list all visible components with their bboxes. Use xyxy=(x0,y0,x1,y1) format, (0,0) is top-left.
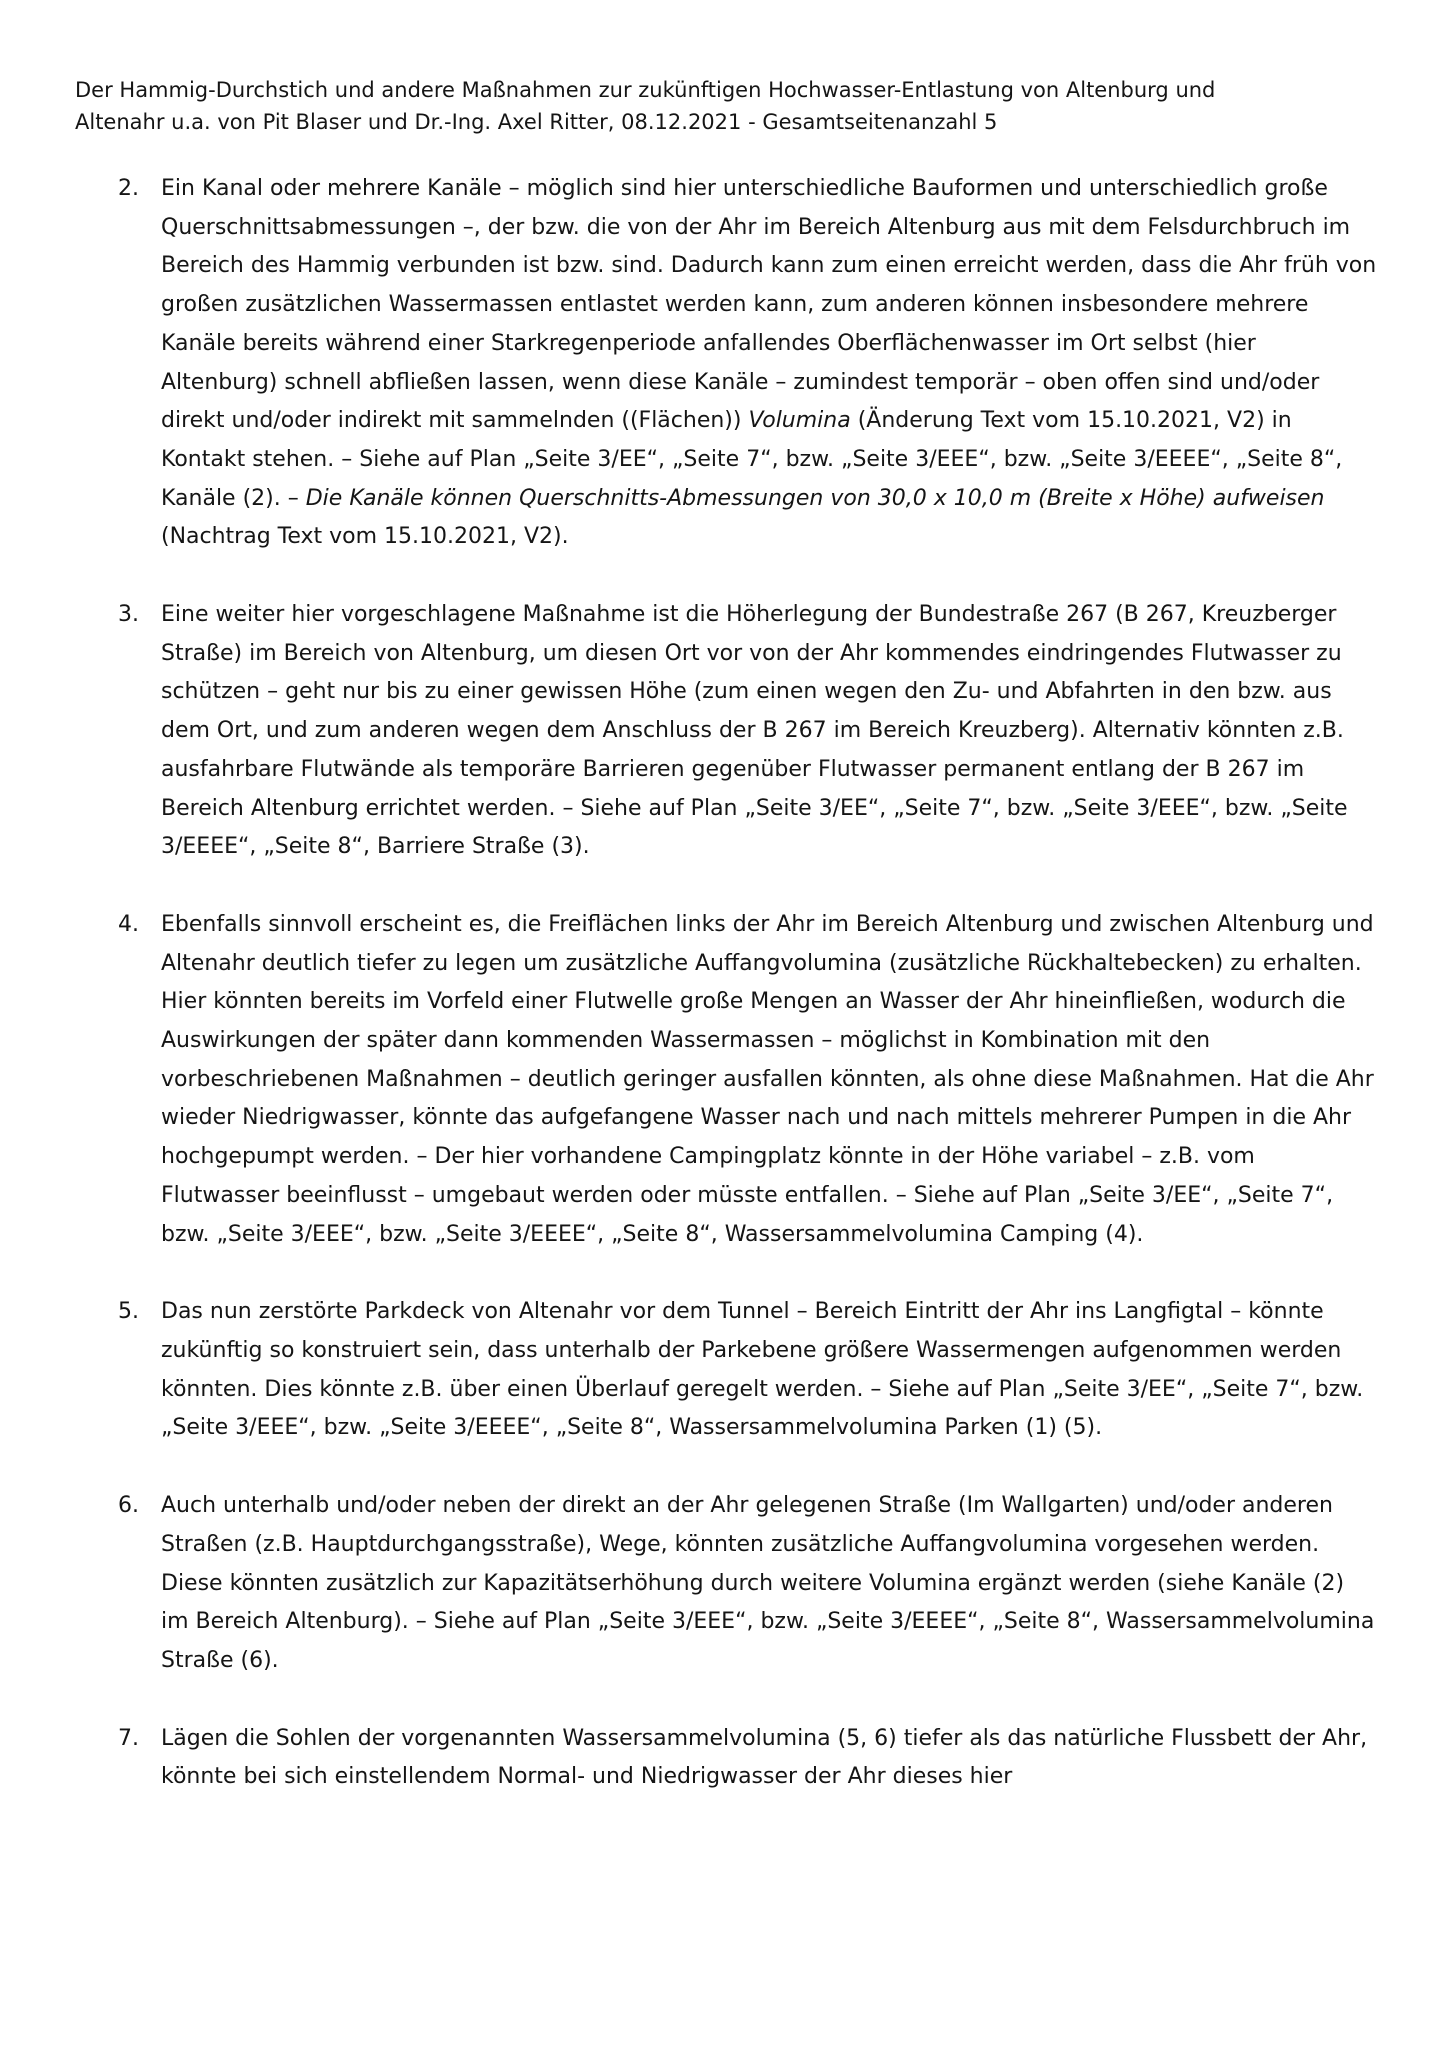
item-number: 4. xyxy=(118,911,139,937)
item-text xyxy=(161,170,1378,557)
item-text-italic: Volumina xyxy=(748,408,851,434)
item-number: 3. xyxy=(118,602,139,628)
numbered-list xyxy=(118,170,1378,1836)
item-text-part: (Nachtrag Text vom 15.10.2021, V2). xyxy=(161,524,569,550)
item-number: 6. xyxy=(118,1493,139,1519)
list-item-2 xyxy=(118,170,1378,557)
header-line-1: Der Hammig-Durchstich und andere Maßnahmen zur zukünftigen Hochwasser-Entlastung von Altenburg und xyxy=(75,78,1216,102)
item-text: Eine weiter hier vorgeschlagene Maßnahme ist die Höherlegung der Bundestraße 267 (B 267, Kreuzberger Straße) im Bereich von Altenburg, um diesen Ort vor von der Ahr kommendes eindringendes Flutwasser zu schützen – geht nur bis zu einer gewissen Höhe (zum einen wegen den Zu- und Abfahrten in den bzw. aus dem Ort, und zum anderen wegen dem Anschluss der B 267 im Bereich Kreuzberg). Alternativ könnten z.B. ausfahrbare Flutwände als temporäre Barrieren gegenüber Flutwasser permanent entlang der B 267 im Bereich Altenburg errichtet werden. – Siehe auf Plan „Seite 3/EE“, „Seite 7“, bzw. „Seite 3/EEE“, bzw. „Seite 3/EEEE“, „Seite 8“, Barriere Straße (3). xyxy=(161,602,1348,860)
header-line-2: Altenahr u.a. von Pit Blaser und Dr.-Ing. Axel Ritter, 08.12.2021 - Gesamtseitenanzahl 5 xyxy=(75,110,998,134)
item-text: Ebenfalls sinnvoll erscheint es, die Freiflächen links der Ahr im Bereich Altenburg und zwischen Altenburg und Altenahr deutlich tiefer zu legen um zusätzliche Auffangvolumina (zusätzliche Rückhaltebecken) zu erhalten. Hier könnten bereits im Vorfeld einer Flutwelle große Mengen an Wasser der Ahr hineinfließen, wodurch die Auswirkungen der später dann kommenden Wassermassen – möglichst in Kombination mit den vorbeschriebenen Maßnahmen – deutlich geringer ausfallen könnten, als ohne diese Maßnahmen. Hat die Ahr wieder Niedrigwasser, könnte das aufgefangene Wasser nach und nach mittels mehrerer Pumpen in die Ahr hochgepumpt werden. – Der hier vorhandene Campingplatz könnte in der Höhe variabel – z.B. vom Flutwasser beeinflusst – umgebaut werden oder müsste entfallen. – Siehe auf Plan „Seite 3/EE“, „Seite 7“, bzw. „Seite 3/EEE“, bzw. „Seite 3/EEEE“, „Seite 8“, Wassersammelvolumina Camping (4). xyxy=(161,911,1374,1247)
item-text: Das nun zerstörte Parkdeck von Altenahr vor dem Tunnel – Bereich Eintritt der Ahr ins Langfigtal – könnte zukünftig so konstruiert sein, dass unterhalb der Parkebene größere Wassermengen aufgenommen werden könnten. Dies könnte z.B. über einen Überlauf geregelt werden. – Siehe auf Plan „Seite 3/EE“, „Seite 7“, bzw. „Seite 3/EEE“, bzw. „Seite 3/EEEE“, „Seite 8“, Wassersammelvolumina Parken (1) (5). xyxy=(161,1299,1364,1441)
item-text-part: (Änderung Text vom 15.10.2021, V2) in Kontakt stehen. – Siehe auf Plan „Seite 3/EE“, „Seite 7“, bzw. „Seite 3/EEE“, bzw. „Seite 3/EEEE“, „Seite 8“, Kanäle (2). – xyxy=(161,408,1343,511)
list-item-6 xyxy=(118,1487,1378,1681)
item-number: 2. xyxy=(118,176,139,201)
list-item-4 xyxy=(118,906,1378,1254)
item-number: 7. xyxy=(118,1725,139,1751)
item-text-italic: Die Kanäle können Querschnitts-Abmessungen von 30,0 x 10,0 m (Breite x Höhe) aufweisen xyxy=(305,485,1325,511)
item-text-part: Ein Kanal oder mehrere Kanäle – möglich sind hier unterschiedliche Bauformen und unterschiedlich große Querschnittsabmessungen –, der bzw. die von der Ahr im Bereich Altenburg aus mit dem Felsdurchbruch im Bereich des Hammig verbunden ist bzw. sind. Dadurch kann zum einen erreicht werden, dass die Ahr früh von großen zusätzlichen Wassermassen entlastet werden kann, zum anderen können insbesondere mehrere Kanäle bereits während einer Starkregenperiode anfallendes Oberflächenwasser im Ort selbst (hier Altenburg) schnell abfließen lassen, wenn diese Kanäle – zumindest temporär – oben offen sind und/oder direkt und/oder indirekt mit sammelnden ((Flächen)) xyxy=(161,176,1377,434)
list-item-3 xyxy=(118,596,1378,867)
document-header xyxy=(75,74,1375,138)
item-text: Auch unterhalb und/oder neben der direkt an der Ahr gelegenen Straße (Im Wallgarten) und/oder anderen Straßen (z.B. Hauptdurchgangsstraße), Wege, könnten zusätzliche Auffangvolumina vorgesehen werden. Diese könnten zusätzlich zur Kapazitätserhöhung durch weitere Volumina ergänzt werden (siehe Kanäle (2) im Bereich Altenburg). – Siehe auf Plan „Seite 3/EEE“, bzw. „Seite 3/EEEE“, „Seite 8“, Wassersammelvolumina Straße (6). xyxy=(161,1493,1375,1673)
item-text: Lägen die Sohlen der vorgenannten Wassersammelvolumina (5, 6) tiefer als das natürliche Flussbett der Ahr, könnte bei sich einstellendem Normal- und Niedrigwasser der Ahr dieses hier xyxy=(161,1725,1368,1790)
list-item-7 xyxy=(118,1720,1378,1797)
list-item-5 xyxy=(118,1293,1378,1448)
item-number: 5. xyxy=(118,1299,139,1325)
